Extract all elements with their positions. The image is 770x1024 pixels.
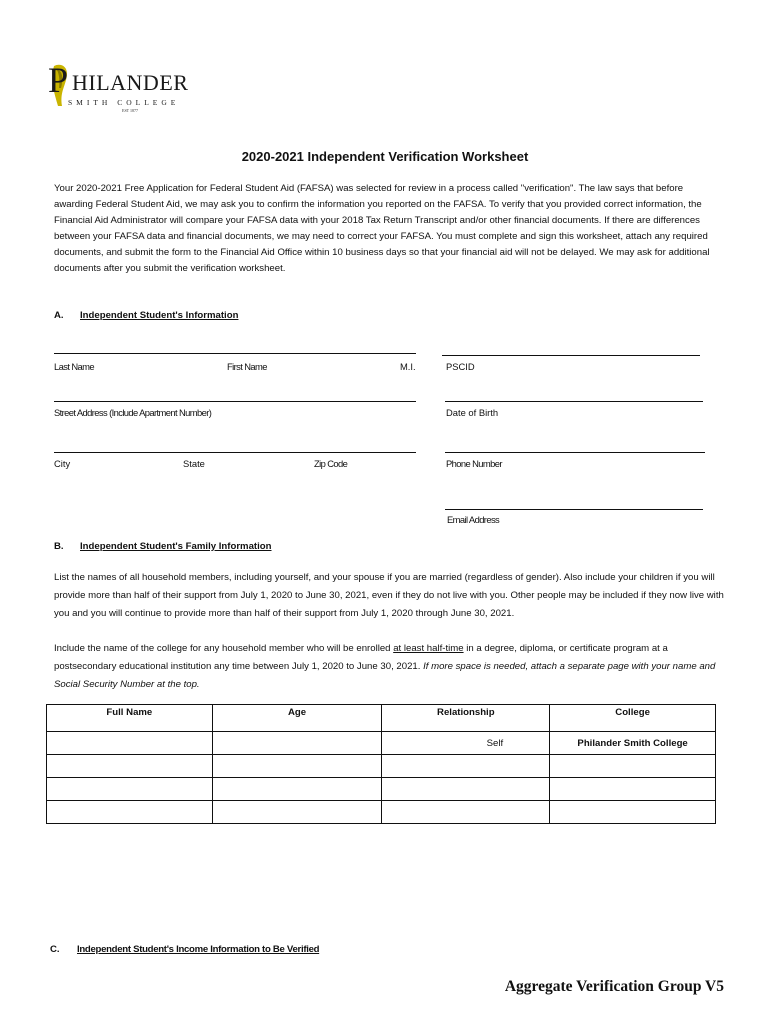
dob-label: Date of Birth [446,407,499,418]
table-row [47,755,716,778]
phone-label: Phone Number [446,458,502,469]
logo-established: EST 1877 [122,108,139,113]
city-state-zip-line[interactable] [54,452,416,453]
full-name-header: Full Name [47,705,213,732]
table-cell[interactable] [382,755,550,778]
table-cell[interactable] [382,778,550,801]
mi-label: M.I. [400,361,416,372]
college-instructions: Include the name of the college for any household member who will be enrolled at least half-time in a degree, diploma, or certificate program at a postsecondary educational institution any time between July 1, 2020 to June 30, 2021. If more space is needed, attach a separate page with your name and Social Security Number at the top. [54,643,716,690]
section-b-letter: B. [54,541,64,552]
email-label: Email Address [447,514,500,525]
household-table [46,704,716,824]
last-name-label: Last Name [54,361,94,372]
phone-line[interactable] [445,452,705,453]
table-cell[interactable] [382,801,550,824]
pscid-line[interactable] [442,355,700,356]
city-label: City [54,458,71,469]
table-cell[interactable] [212,732,382,755]
relationship-header: Relationship [382,705,550,732]
table-cell[interactable] [212,778,382,801]
table-cell[interactable] [212,755,382,778]
college-header: College [550,705,716,732]
logo-initial: P [48,60,69,100]
table-cell[interactable] [550,755,716,778]
table-cell[interactable]: Philander Smith College [550,732,716,755]
logo-subtitle: SMITH COLLEGE [68,98,180,107]
table-cell[interactable] [47,755,213,778]
section-c-title: Independent Student's Income Information to Be Verified [77,944,320,955]
name-line[interactable] [54,353,416,354]
first-name-label: First Name [227,361,267,372]
table-cell[interactable]: Self [382,732,550,755]
zip-label: Zip Code [314,458,348,469]
section-b-title: Independent Student's Family Information [80,541,272,552]
section-c-letter: C. [50,944,60,955]
page-title: 2020-2021 Independent Verification Worksheet [241,149,529,164]
state-label: State [183,458,205,469]
table-cell[interactable] [550,778,716,801]
table-cell[interactable] [47,801,213,824]
age-header: Age [212,705,382,732]
table-cell[interactable] [550,801,716,824]
table-cell[interactable] [212,801,382,824]
street-label: Street Address (Include Apartment Number) [54,407,212,418]
household-instructions: List the names of all household members, including yourself, and your spouse if you are married (regardless of gender). Also include your children if you will provide more than half of their support from July 1, 2020 to June 30, 2021, even if they do not live with you. Other people may be included if they now live with you and you will continue to provide more than half of their support from July 1, 2020 through June 30, 2021. [54,572,724,619]
section-a-title: Independent Student's Information [80,310,239,321]
section-a-letter: A. [54,310,64,321]
street-line[interactable] [54,401,416,402]
footer-group-label: Aggregate Verification Group V5 [504,978,724,995]
table-row [47,801,716,824]
table-header-row [47,705,716,732]
table-row [47,732,716,755]
logo-wordmark: HILANDER [72,70,189,95]
email-line[interactable] [445,509,703,510]
pscid-label: PSCID [446,361,475,372]
table-cell[interactable] [47,778,213,801]
intro-paragraph: Your 2020-2021 Free Application for Federal Student Aid (FAFSA) was selected for review in a process called "verification". The law says that before awarding Federal Student Aid, we may ask you to confirm the information you reported on the FAFSA. To verify that you provided correct information, the Financial Aid Administrator will compare your FAFSA data with your 2018 Tax Return Transcript and/or other financial documents. If there are differences between your FAFSA data and financial documents, we may need to correct your FAFSA. You must complete and sign this worksheet, attach any required documents, and submit the form to the Financial Aid Office within 10 business days so that your financial aid will not be delayed. We may ask for additional documents after you submit the verification worksheet. [54,183,710,274]
dob-line[interactable] [445,401,703,402]
table-row [47,778,716,801]
table-cell[interactable] [47,732,213,755]
